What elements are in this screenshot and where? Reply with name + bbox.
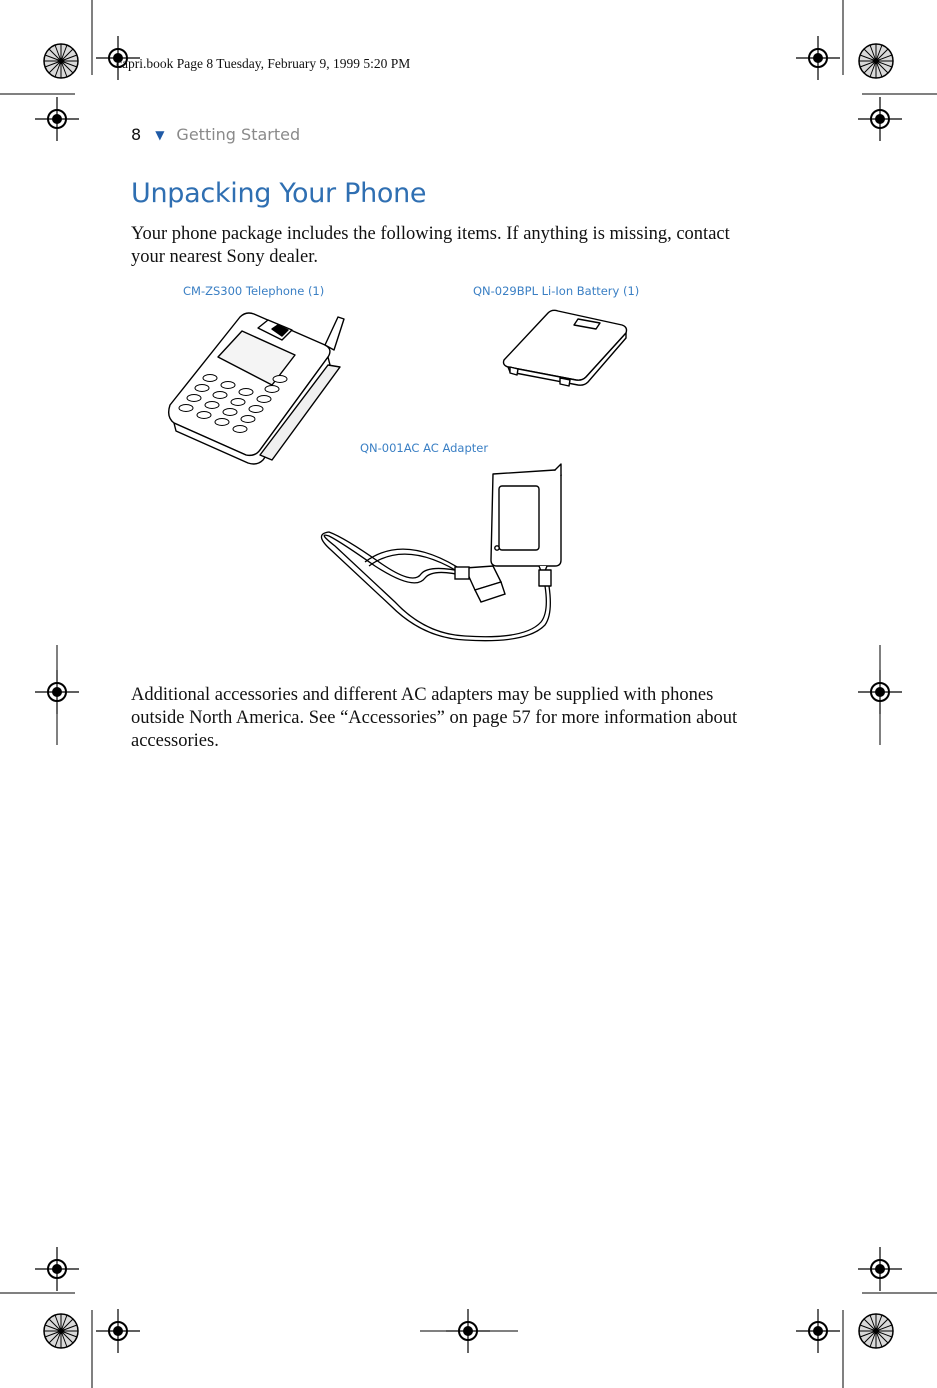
adapter-caption: QN-001AC AC Adapter <box>360 441 489 455</box>
page-number: 8 <box>131 125 142 144</box>
accessories-paragraph: Additional accessories and different AC adapters may be supplied with phones outside North America. See “Accessories” on page 57 for more information about accessories. <box>131 685 738 751</box>
battery-caption: QN-029BPL Li-Ion Battery (1) <box>473 284 640 298</box>
mobile-phone-illustration <box>160 305 355 470</box>
running-header <box>131 125 300 144</box>
telephone-caption: CM-ZS300 Telephone (1) <box>183 284 325 298</box>
intro-paragraph: Your phone package includes the following items. If anything is missing, contact your nearest Sony dealer. <box>131 224 730 267</box>
slug-line: capri.book Page 8 Tuesday, February 9, 1999 5:20 PM <box>116 56 411 71</box>
triangle-down-icon: ▼ <box>155 128 165 142</box>
section-name: Getting Started <box>176 125 301 144</box>
ac-adapter-illustration <box>315 462 570 647</box>
page-title: Unpacking Your Phone <box>131 178 427 209</box>
battery-illustration <box>498 305 633 390</box>
